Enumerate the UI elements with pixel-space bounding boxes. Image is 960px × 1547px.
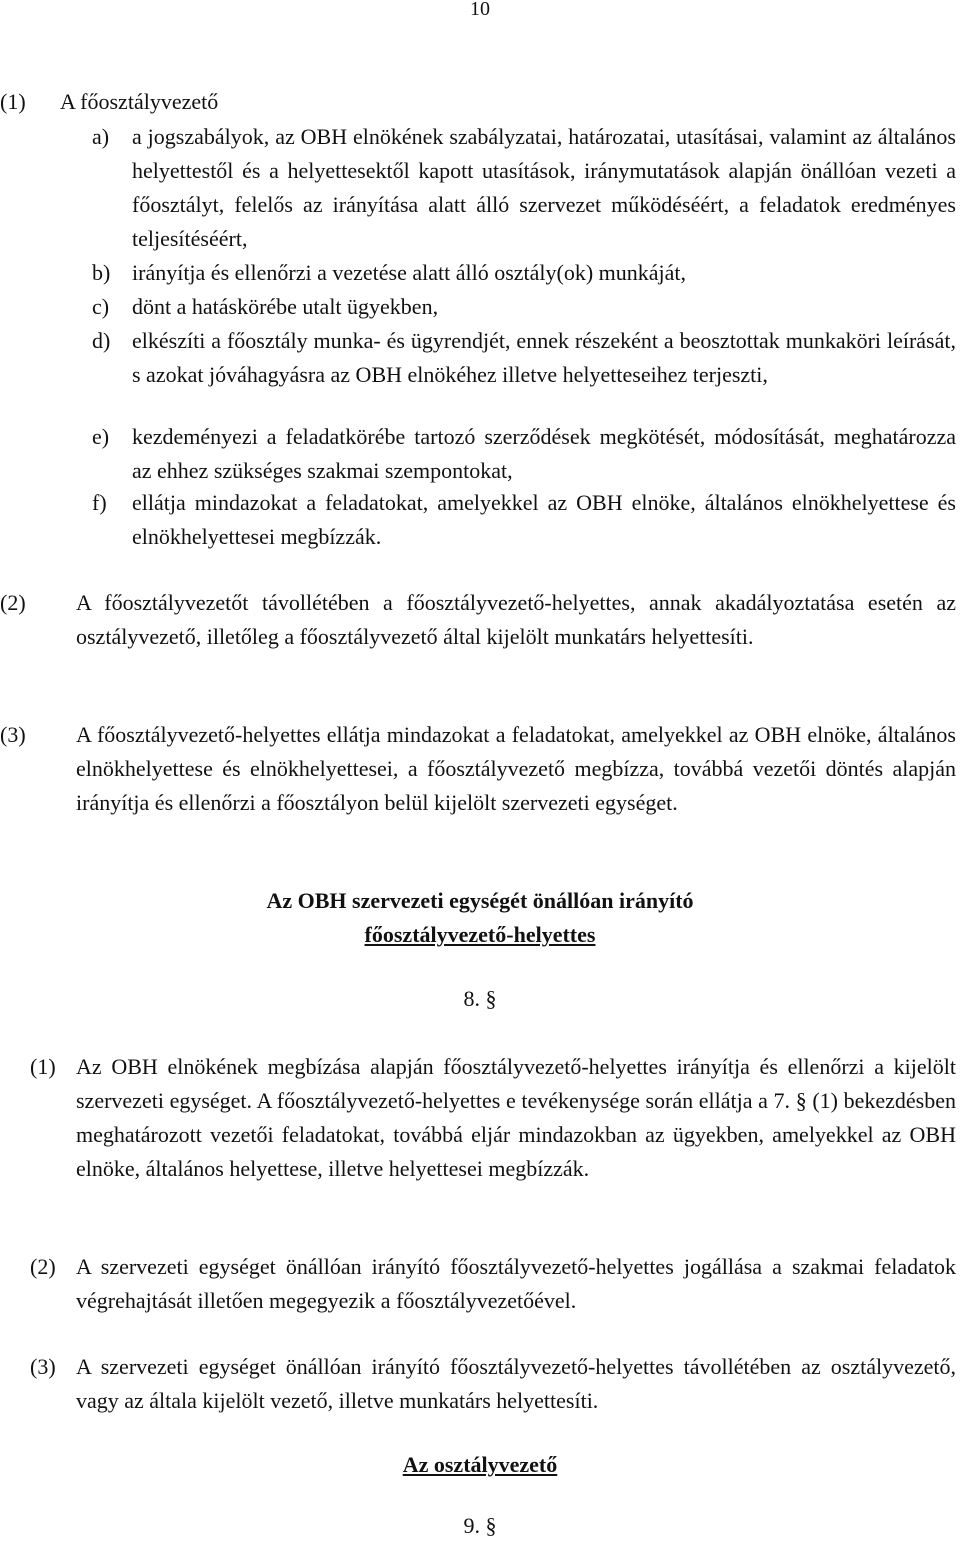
s7-item-b-text: irányítja és ellenőrzi a vezetése alatt álló osztály(ok) munkáját, [132,260,687,285]
heading-deputy-line1: Az OBH szervezeti egységét önállóan irányító [266,888,694,913]
s8-p2-label: (2) [30,1254,56,1279]
heading-department-head [0,1448,960,1482]
s7-item-d-label: d) [92,328,111,353]
s7-p2 [0,586,956,654]
s7-item-a [92,120,956,256]
s7-item-e-label: e) [92,424,110,449]
heading-department-head-text: Az osztályvezető [402,1452,558,1477]
s7-item-b [92,256,956,290]
section-8-number: 8. § [463,986,497,1011]
s7-p2-label: (2) [0,590,26,615]
s8-p3 [30,1350,956,1418]
s7-item-c-label: c) [92,294,110,319]
s7-p2-text: A főosztályvezetőt távollétében a főosztályvezető-helyettes, annak akadályoztatása esetén az osztályvezető, illetőleg a főosztályvezető által kijelölt munkatárs helyettesíti. [76,590,956,649]
s7-p3-text: A főosztályvezető-helyettes ellátja mindazokat a feladatokat, amelyekkel az OBH elnöke, általános elnökhelyettese és elnökhelyettesei, a főosztályvezető megbízza, továbbá vezetői döntés alapján irányítja és ellenőrzi a főosztályon belül kijelölt szervezeti egységet. [76,722,956,815]
heading-deputy-line2 [0,918,960,952]
s7-item-f-label: f) [92,490,107,515]
s8-p1-text: Az OBH elnökének megbízása alapján főosztályvezető-helyettes irányítja és ellenőrzi a kijelölt szervezeti egységet. A főosztályvezető-helyettes e tevékenysége során ellátja a 7. § (1) bekezdésben meghatározott vezetői feladatokat, továbbá eljár mindazokban az ügyekben, amelyekkel az OBH elnöke, általános helyettese, illetve helyettesei megbízzák. [76,1054,956,1181]
s7-item-a-label: a) [92,124,110,149]
s7-p1-label: (1) [0,89,26,114]
s7-p3 [0,718,956,820]
s8-p3-text: A szervezeti egységet önállóan irányító főosztályvezető-helyettes távollétében az osztályvezető, vagy az általa kijelölt vezető, illetve munkatárs helyettesíti. [76,1354,956,1413]
s8-p1-label: (1) [30,1054,56,1079]
heading-deputy-line2-text: főosztályvezető-helyettes [364,922,596,947]
s7-item-f [92,486,956,554]
s8-p2-text: A szervezeti egységet önállóan irányító főosztályvezető-helyettes jogállása a szakmai feladatok végrehajtását illetően megegyezik a főosztályvezetőével. [76,1254,956,1313]
s7-item-f-text: ellátja mindazokat a feladatokat, amelyekkel az OBH elnöke, általános elnökhelyettese és elnökhelyettesei megbízzák. [132,490,956,549]
s8-p3-label: (3) [30,1354,56,1379]
s7-item-c [92,290,956,324]
s7-item-b-label: b) [92,260,111,285]
s7-item-c-text: dönt a hatáskörébe utalt ügyekben, [132,294,439,319]
s7-item-d [92,324,956,392]
s7-item-a-text: a jogszabályok, az OBH elnökének szabályzatai, határozatai, utasításai, valamint az általános helyettestől és a helyettesektől kapott utasítások, iránymutatások alapján önállóan vezeti a főosztályt, felelős az irányítása alatt álló szervezet működéséért, a feladatok eredményes teljesítéséért, [132,124,956,251]
s8-p1 [30,1050,956,1186]
s7-p3-label: (3) [0,722,26,747]
s7-p1-intro: A főosztályvezető [60,89,219,114]
s7-item-d-text: elkészíti a főosztály munka- és ügyrendjét, ennek részeként a beosztottak munkaköri leírását, s azokat jóváhagyásra az OBH elnökéhez illetve helyetteseihez terjeszti, [132,328,956,387]
section-9-number: 9. § [463,1513,497,1538]
s7-item-e [92,420,956,488]
page-number: 10 [470,0,490,20]
s8-p2 [30,1250,956,1318]
s7-item-e-text: kezdeményezi a feladatkörébe tartozó szerződések megkötését, módosítását, meghatározza az ehhez szükséges szakmai szempontokat, [132,424,956,483]
